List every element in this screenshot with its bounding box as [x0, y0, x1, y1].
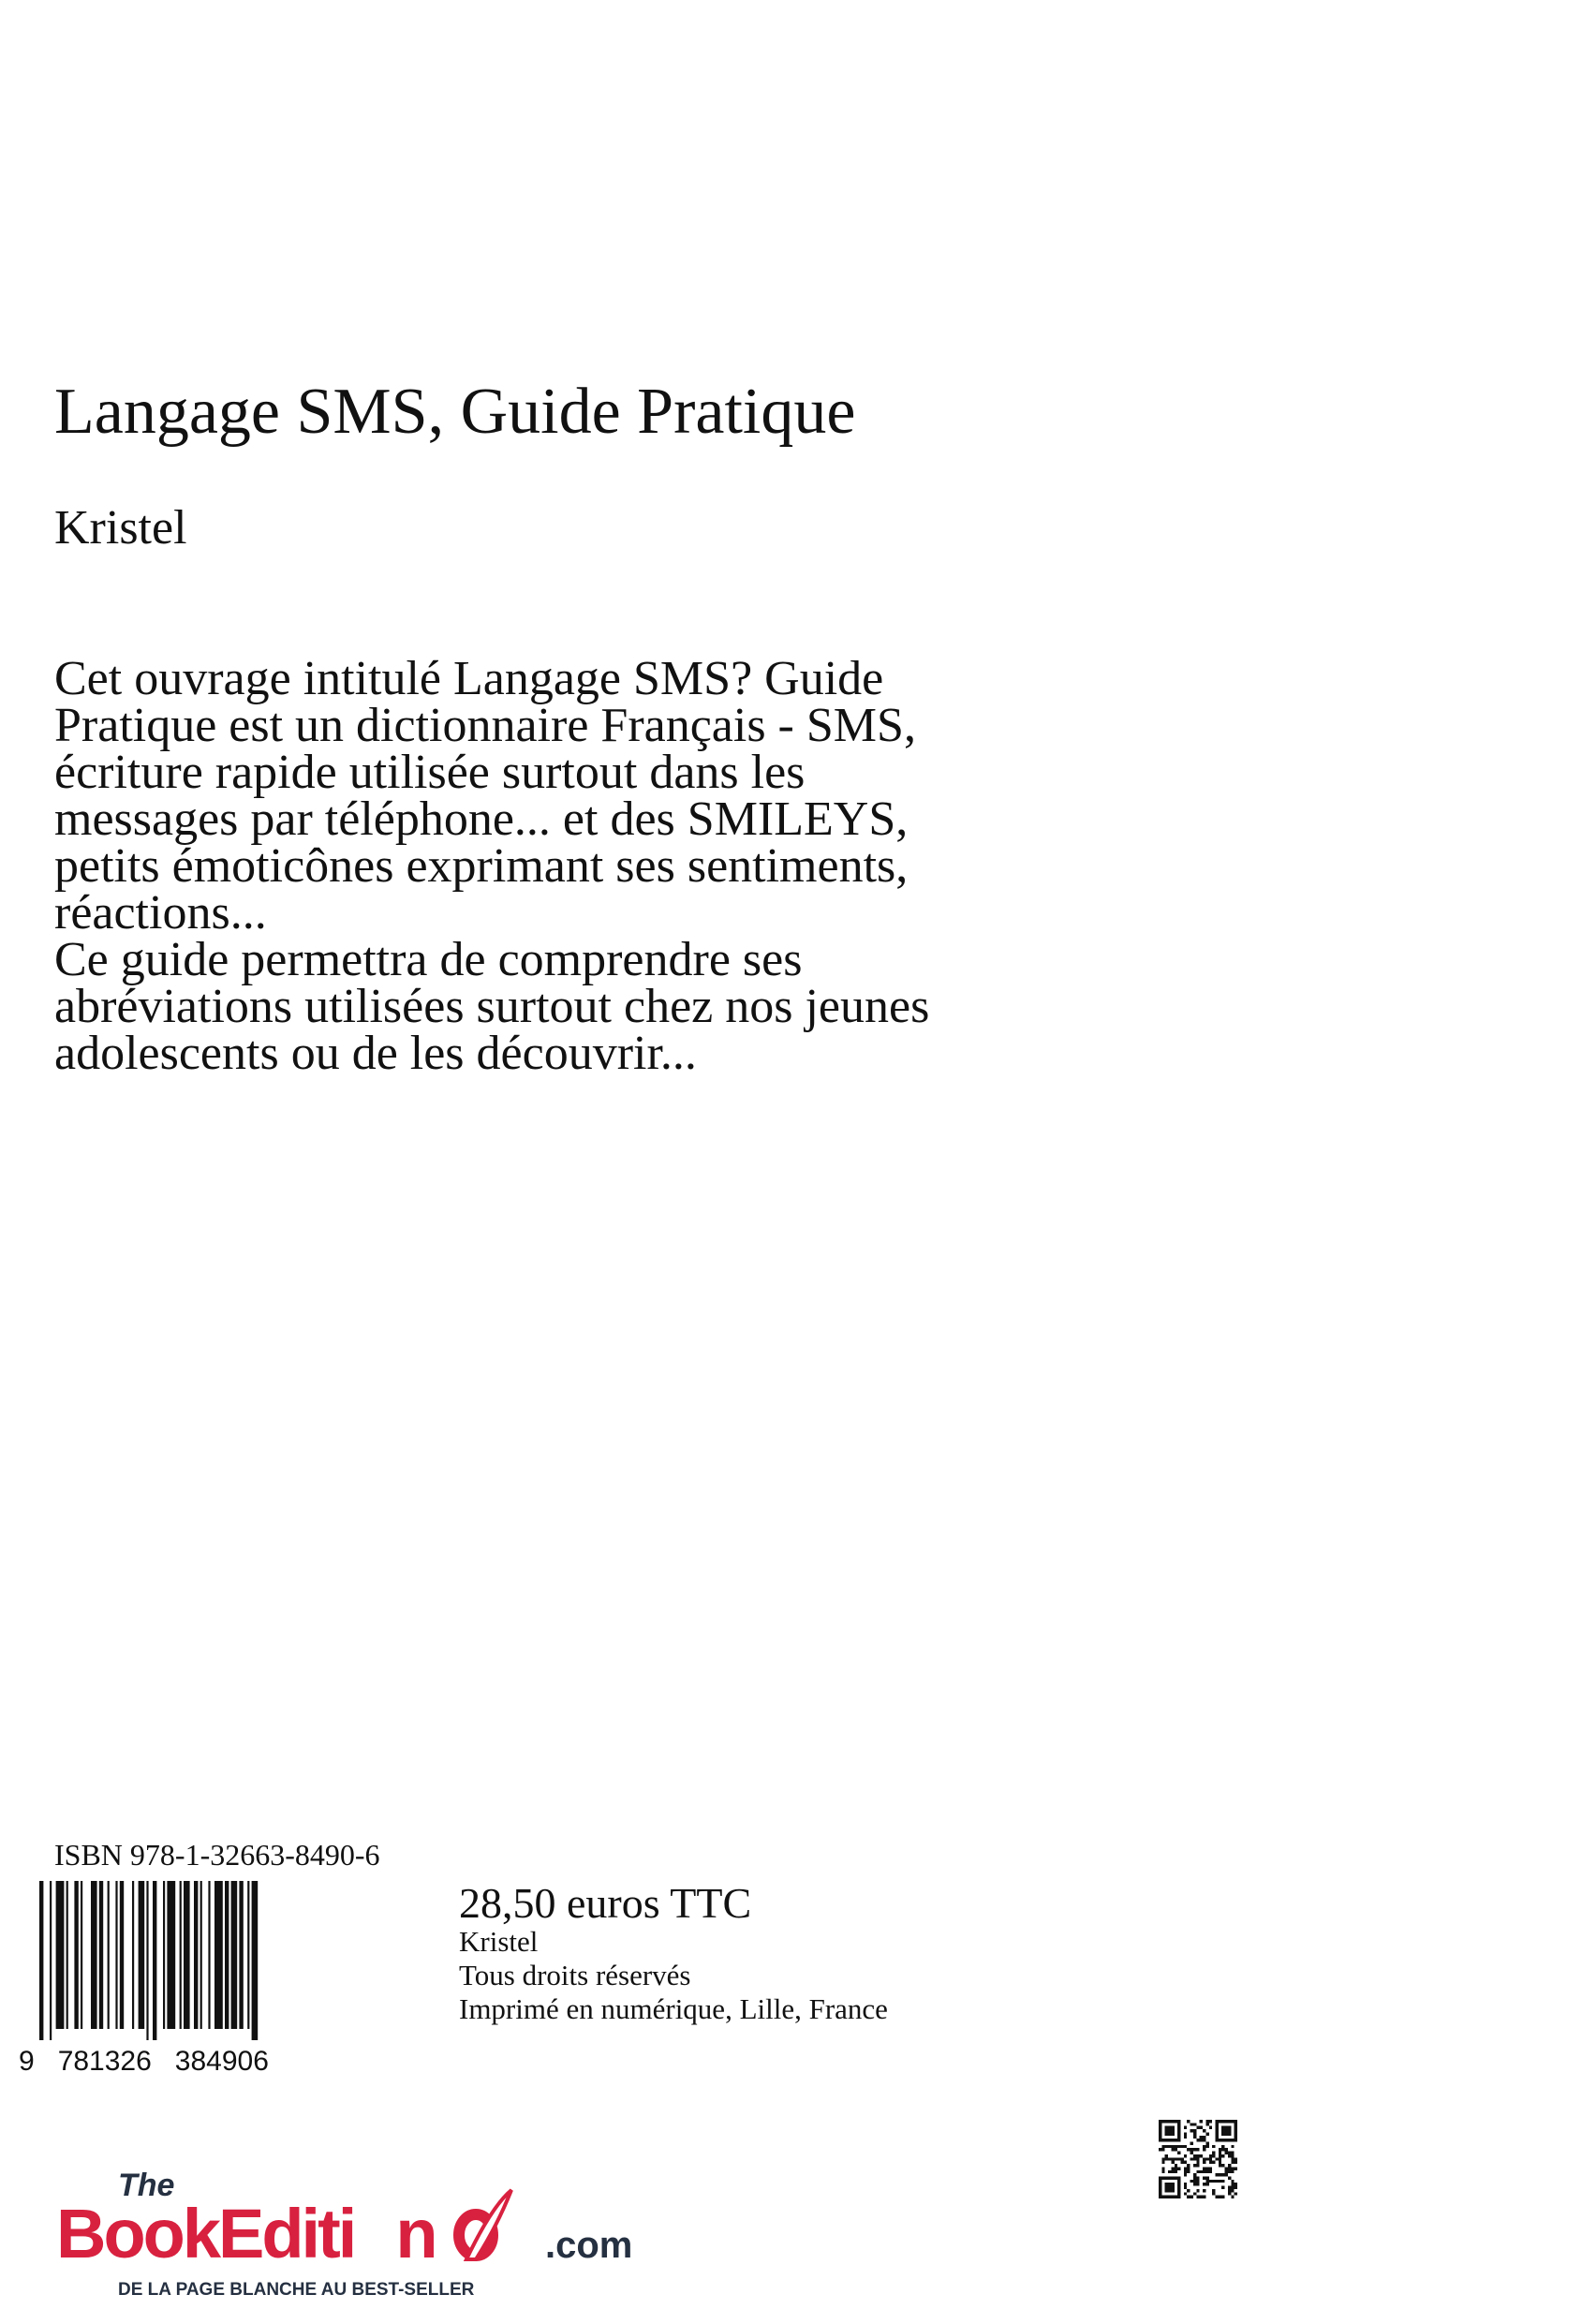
qr-module	[1196, 2164, 1199, 2167]
qr-module	[1203, 2139, 1205, 2141]
qr-module	[1196, 2196, 1199, 2198]
qr-module	[1203, 2189, 1205, 2192]
qr-module	[1231, 2154, 1234, 2157]
barcode-bar	[225, 1881, 229, 2029]
qr-code-icon	[1159, 2120, 1237, 2198]
barcode-bar	[247, 1881, 249, 2029]
qr-module	[1235, 2161, 1237, 2164]
qr-module	[1205, 2120, 1208, 2123]
qr-module	[1231, 2186, 1234, 2189]
qr-module	[1190, 2123, 1193, 2125]
qr-module	[1228, 2176, 1231, 2179]
qr-module	[1196, 2161, 1199, 2164]
description-line: Pratique est un dictionnaire Français - SMS,	[54, 699, 916, 752]
book-title: Langage SMS, Guide Pratique	[54, 376, 856, 448]
qr-module	[1203, 2176, 1205, 2179]
description-line: réactions...	[54, 886, 267, 940]
qr-module	[1228, 2167, 1231, 2169]
qr-module	[1203, 2136, 1205, 2139]
qr-module	[1209, 2157, 1212, 2160]
qr-module	[1161, 2167, 1164, 2169]
barcode-bar	[132, 1881, 134, 2029]
qr-module	[1200, 2170, 1203, 2173]
barcode-digits: 9 781326 384906	[19, 2046, 269, 2077]
qr-module	[1165, 2145, 1168, 2148]
qr-module	[1184, 2167, 1187, 2169]
description-line: messages par téléphone... et des SMILEYS,	[54, 792, 909, 846]
qr-module	[1193, 2123, 1196, 2125]
qr-module	[1187, 2170, 1190, 2173]
qr-module	[1175, 2148, 1177, 2151]
qr-module	[1168, 2145, 1171, 2148]
qr-module	[1196, 2176, 1199, 2179]
qr-module	[1184, 2173, 1187, 2176]
qr-module	[1205, 2170, 1208, 2173]
barcode-bar	[67, 1881, 68, 2029]
qr-module	[1161, 2161, 1164, 2164]
logo-domain: .com	[545, 2225, 633, 2266]
qr-module	[1219, 2154, 1221, 2157]
qr-module	[1177, 2152, 1180, 2154]
isbn-label: ISBN 978-1-32663-8490-6	[54, 1838, 380, 1872]
qr-module	[1159, 2148, 1161, 2151]
qr-module	[1184, 2183, 1187, 2185]
qr-module	[1231, 2196, 1234, 2198]
qr-module	[1161, 2170, 1164, 2173]
qr-module	[1228, 2164, 1231, 2167]
qr-module	[1215, 2180, 1218, 2183]
qr-module	[1181, 2157, 1184, 2160]
qr-module	[1196, 2154, 1199, 2157]
qr-module	[1175, 2167, 1177, 2169]
qr-module	[1219, 2161, 1221, 2164]
barcode-bar	[50, 1881, 52, 2040]
qr-module	[1200, 2120, 1203, 2123]
barcode-bar	[120, 1881, 124, 2029]
book-author: Kristel	[54, 501, 187, 555]
barcode-bars	[39, 1881, 258, 2040]
qr-module	[1228, 2192, 1231, 2195]
publisher-author: Kristel	[459, 1925, 539, 1958]
qr-module	[1187, 2148, 1190, 2151]
barcode	[19, 1873, 393, 2078]
qr-module	[1212, 2192, 1215, 2195]
qr-module	[1205, 2145, 1208, 2148]
qr-module	[1212, 2145, 1215, 2148]
description-line: Cet ouvrage intitulé Langage SMS? Guide	[54, 652, 884, 705]
qr-module	[1225, 2148, 1228, 2151]
qr-module	[1219, 2164, 1221, 2167]
qr-module	[1193, 2164, 1196, 2167]
print-location: Imprimé en numérique, Lille, France	[459, 1992, 888, 2025]
qr-module	[1205, 2176, 1208, 2179]
barcode-bar	[39, 1881, 43, 2040]
qr-module	[1190, 2129, 1193, 2132]
qr-module	[1228, 2189, 1231, 2192]
barcode-bar	[99, 1881, 103, 2029]
qr-module	[1212, 2180, 1215, 2183]
qr-module	[1209, 2170, 1212, 2173]
qr-module	[1187, 2189, 1190, 2192]
qr-module	[1190, 2148, 1193, 2151]
barcode-bar	[108, 1881, 110, 2029]
description-line: abréviations utilisées surtout chez nos jeunes	[54, 980, 930, 1033]
qr-module	[1175, 2145, 1177, 2148]
qr-module	[1196, 2157, 1199, 2160]
qr-module	[1161, 2145, 1164, 2148]
qr-module	[1187, 2196, 1190, 2198]
barcode-bar	[146, 1881, 148, 2040]
qr-module	[1231, 2157, 1234, 2160]
qr-module	[1231, 2167, 1234, 2169]
qr-module	[1219, 2173, 1221, 2176]
qr-module	[1228, 2186, 1231, 2189]
description-line: adolescents ou de les découvrir...	[54, 1027, 697, 1080]
qr-module	[1193, 2148, 1196, 2151]
barcode-bar	[153, 1881, 156, 2040]
qr-module	[1165, 2183, 1175, 2192]
barcode-bar	[208, 1881, 210, 2029]
qr-module	[1184, 2132, 1187, 2135]
description-line: écriture rapide utilisée surtout dans les	[54, 746, 806, 799]
barcode-bar	[74, 1881, 78, 2029]
qr-module	[1205, 2157, 1208, 2160]
qr-module	[1228, 2170, 1231, 2173]
price: 28,50 euros TTC	[459, 1879, 752, 1927]
qr-module	[1171, 2167, 1174, 2169]
qr-module	[1190, 2157, 1193, 2160]
barcode-bar	[194, 1881, 198, 2029]
qr-module	[1196, 2189, 1199, 2192]
barcode-bar	[231, 1881, 238, 2029]
qr-module	[1203, 2157, 1205, 2160]
qr-module	[1221, 2173, 1224, 2176]
qr-module	[1203, 2145, 1205, 2148]
qr-module	[1193, 2129, 1196, 2132]
qr-module	[1225, 2167, 1228, 2169]
qr-module	[1190, 2152, 1193, 2154]
qr-module	[1187, 2120, 1190, 2123]
qr-module	[1205, 2123, 1208, 2125]
qr-module	[1181, 2161, 1184, 2164]
qr-module	[1184, 2154, 1187, 2157]
qr-module	[1161, 2157, 1164, 2160]
barcode-bar	[167, 1881, 175, 2029]
logo-tagline: DE LA PAGE BLANCHE AU BEST-SELLER	[118, 2280, 475, 2300]
qr-module	[1219, 2180, 1221, 2183]
qr-module	[1165, 2157, 1168, 2160]
qr-module	[1168, 2170, 1171, 2173]
qr-module	[1209, 2180, 1212, 2183]
qr-module	[1219, 2196, 1221, 2198]
barcode-bar	[139, 1881, 145, 2029]
qr-module	[1203, 2148, 1205, 2151]
qr-module	[1221, 2148, 1224, 2151]
qr-module	[1190, 2196, 1193, 2198]
qr-module	[1171, 2148, 1174, 2151]
qr-module	[1177, 2167, 1180, 2169]
qr-module	[1177, 2157, 1180, 2160]
qr-module	[1193, 2154, 1196, 2157]
qr-module	[1212, 2189, 1215, 2192]
qr-module	[1196, 2180, 1199, 2183]
qr-module	[1235, 2186, 1237, 2189]
bookedition-logo	[56, 2154, 633, 2304]
qr-module	[1209, 2154, 1212, 2157]
qr-module	[1215, 2173, 1218, 2176]
qr-module	[1184, 2161, 1187, 2164]
qr-module	[1205, 2142, 1208, 2145]
barcode-bar	[115, 1881, 117, 2029]
qr-module	[1177, 2145, 1180, 2148]
qr-module	[1190, 2142, 1193, 2145]
qr-module	[1184, 2192, 1187, 2195]
qr-module	[1228, 2152, 1231, 2154]
qr-module	[1219, 2157, 1221, 2160]
qr-module	[1165, 2154, 1168, 2157]
logo-brand: BookEditi n	[56, 2195, 436, 2272]
qr-module	[1203, 2161, 1205, 2164]
description-line: petits émoticônes exprimant ses sentiments,	[54, 839, 909, 893]
qr-module	[1212, 2154, 1215, 2157]
qr-module	[1193, 2183, 1196, 2185]
qr-module	[1203, 2167, 1205, 2169]
qr-module	[1184, 2136, 1187, 2139]
qr-module	[1203, 2196, 1205, 2198]
barcode-bar	[163, 1881, 165, 2029]
qr-module	[1212, 2152, 1215, 2154]
qr-module	[1231, 2161, 1234, 2164]
barcode-bar	[180, 1881, 182, 2029]
qr-module	[1175, 2157, 1177, 2160]
qr-module	[1231, 2170, 1234, 2173]
qr-module	[1187, 2164, 1190, 2167]
qr-module	[1184, 2145, 1187, 2148]
qr-module	[1168, 2157, 1171, 2160]
book-description	[54, 652, 1235, 1080]
qr-module	[1171, 2170, 1174, 2173]
qr-module	[1225, 2170, 1228, 2173]
qr-module	[1193, 2176, 1196, 2179]
qr-module	[1215, 2196, 1218, 2198]
rights-notice: Tous droits réservés	[459, 1959, 691, 1991]
qr-module	[1231, 2152, 1234, 2154]
qr-module	[1231, 2189, 1234, 2192]
barcode-bar	[200, 1881, 202, 2029]
qr-module	[1228, 2154, 1231, 2157]
qr-module	[1171, 2157, 1174, 2160]
qr-module	[1200, 2196, 1203, 2198]
barcode-bar	[81, 1881, 82, 2029]
qr-module	[1203, 2129, 1205, 2132]
qr-module	[1196, 2183, 1199, 2185]
qr-module	[1193, 2192, 1196, 2195]
qr-module	[1235, 2157, 1237, 2160]
qr-module	[1193, 2157, 1196, 2160]
qr-module	[1225, 2173, 1228, 2176]
qr-module	[1187, 2167, 1190, 2169]
qr-module	[1196, 2170, 1199, 2173]
qr-module	[1221, 2180, 1224, 2183]
barcode-bar	[91, 1881, 97, 2029]
qr-module	[1184, 2126, 1187, 2129]
qr-module	[1203, 2183, 1205, 2185]
qr-module	[1205, 2180, 1208, 2183]
qr-module	[1212, 2161, 1215, 2164]
barcode-bar	[56, 1881, 65, 2029]
barcode-bar	[252, 1881, 259, 2040]
qr-module	[1181, 2145, 1184, 2148]
qr-module	[1200, 2139, 1203, 2141]
qr-module	[1221, 2186, 1224, 2189]
qr-module	[1205, 2183, 1208, 2185]
qr-module	[1209, 2161, 1212, 2164]
qr-module	[1175, 2170, 1177, 2173]
qr-module	[1219, 2152, 1221, 2154]
qr-module	[1175, 2164, 1177, 2167]
qr-module	[1231, 2183, 1234, 2185]
qr-module	[1193, 2132, 1196, 2135]
qr-module	[1231, 2145, 1234, 2148]
qr-module	[1200, 2154, 1203, 2157]
qr-module	[1221, 2164, 1224, 2167]
qr-module	[1200, 2136, 1203, 2139]
qr-module	[1221, 2154, 1224, 2157]
qr-module	[1221, 2126, 1231, 2136]
qr-module	[1165, 2126, 1175, 2136]
qr-module	[1221, 2196, 1224, 2198]
qr-module	[1235, 2183, 1237, 2185]
qr-module	[1190, 2180, 1193, 2183]
description-line: Ce guide permettra de comprendre ses	[54, 933, 803, 986]
logo-the: The	[118, 2168, 175, 2203]
qr-module	[1193, 2173, 1196, 2176]
barcode-bar	[184, 1881, 190, 2029]
qr-module	[1209, 2167, 1212, 2169]
qr-module	[1205, 2132, 1208, 2135]
qr-module	[1203, 2170, 1205, 2173]
barcode-bar	[214, 1881, 223, 2029]
qr-module	[1215, 2157, 1218, 2160]
qr-module	[1196, 2139, 1199, 2141]
qr-module	[1196, 2126, 1199, 2129]
qr-module	[1161, 2148, 1164, 2151]
qr-module	[1184, 2186, 1187, 2189]
qr-module	[1235, 2167, 1237, 2169]
qr-module	[1193, 2136, 1196, 2139]
qr-module	[1171, 2161, 1174, 2164]
qr-module	[1171, 2145, 1174, 2148]
qr-module	[1184, 2170, 1187, 2173]
qr-module	[1193, 2180, 1196, 2183]
qr-module	[1209, 2120, 1212, 2123]
qr-module	[1231, 2180, 1234, 2183]
qr-module	[1209, 2126, 1212, 2129]
qr-module	[1219, 2148, 1221, 2151]
qr-module	[1200, 2126, 1203, 2129]
qr-module	[1205, 2167, 1208, 2169]
qr-module	[1196, 2148, 1199, 2151]
qr-module	[1221, 2145, 1224, 2148]
qr-module	[1225, 2152, 1228, 2154]
qr-module	[1235, 2192, 1237, 2195]
barcode-bar	[239, 1881, 243, 2029]
quill-o-icon	[459, 2190, 511, 2259]
